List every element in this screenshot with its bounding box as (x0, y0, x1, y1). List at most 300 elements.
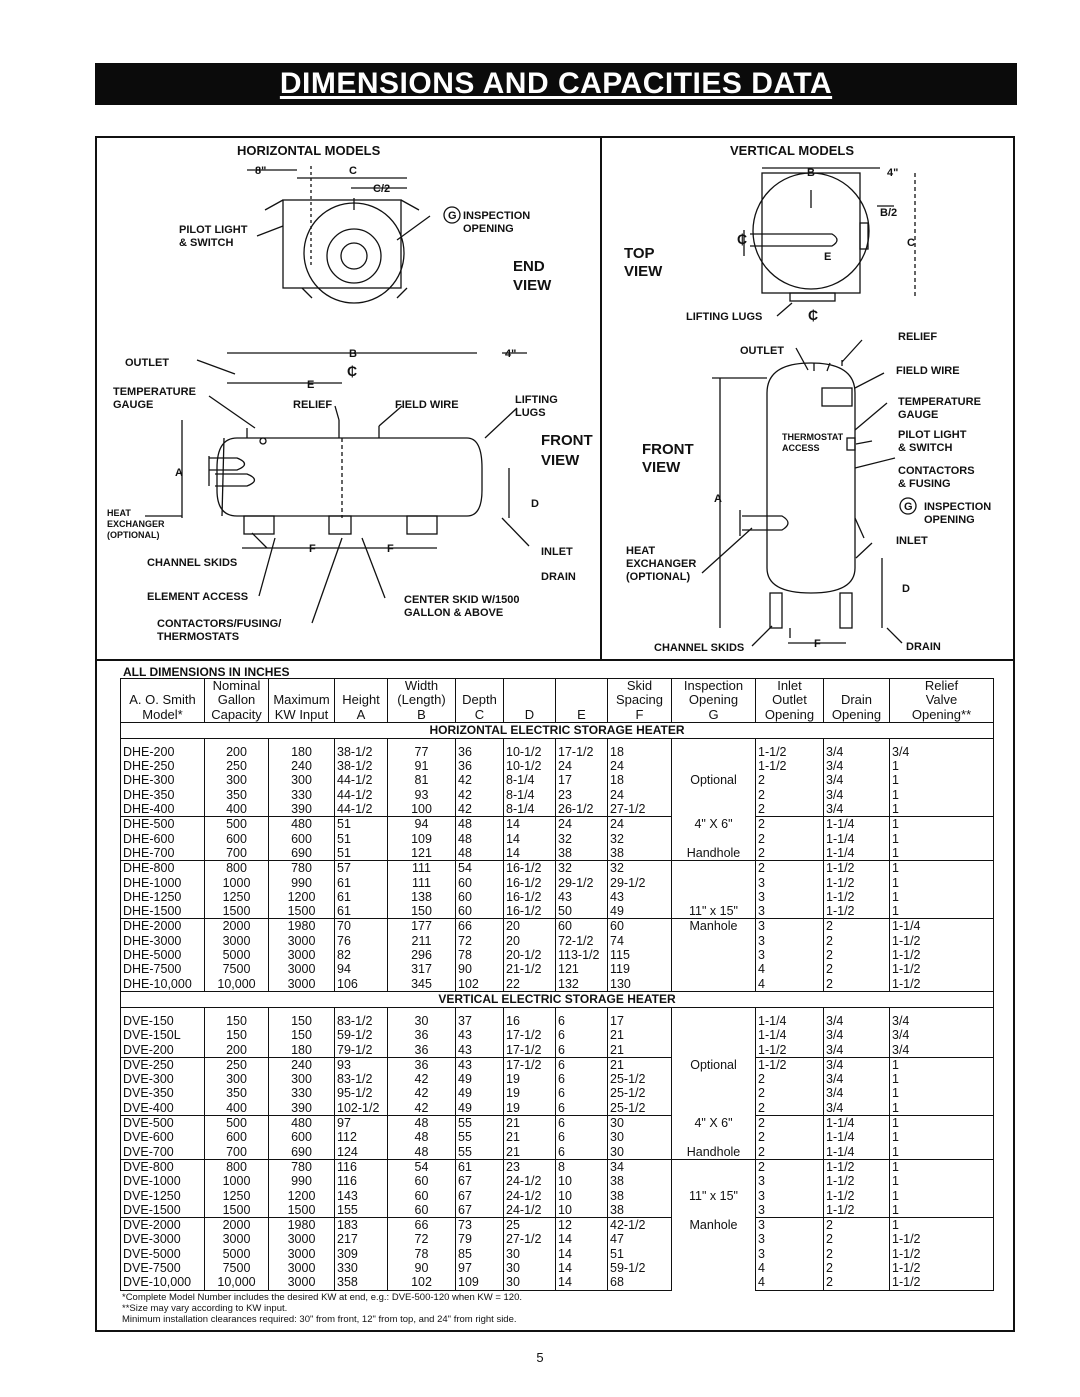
table-header-cell: Spacing (608, 693, 672, 707)
table-cell: DHE-7500 (121, 962, 205, 976)
table-header-cell: A (335, 708, 388, 723)
top-view-label-2: VIEW (624, 263, 663, 280)
table-row (121, 962, 994, 976)
table-cell: 3/4 (824, 1086, 890, 1100)
table-header-cell: Height (335, 693, 388, 707)
table-header-cell: Opening** (890, 708, 994, 723)
table-cell: 1-1/2 (890, 962, 994, 976)
table-cell: 26-1/2 (556, 802, 608, 817)
v-fusing-label: & FUSING (898, 478, 951, 490)
table-cell: 3 (756, 1232, 824, 1246)
table-cell: 3/4 (824, 759, 890, 773)
table-cell: 94 (388, 817, 456, 832)
table-cell: 480 (269, 817, 335, 832)
dim-label-f1: F (309, 543, 316, 555)
dim-label-4in: 4" (505, 348, 517, 360)
table-cell: DVE-400 (121, 1101, 205, 1116)
v-inspection-label: INSPECTION (924, 501, 992, 513)
table-cell: 1200 (269, 1189, 335, 1203)
table-cell (672, 876, 756, 890)
table-cell: 1-1/2 (824, 1159, 890, 1174)
table-cell: 690 (269, 846, 335, 861)
element-access-label: ELEMENT ACCESS (147, 591, 249, 603)
table-cell: 59-1/2 (335, 1028, 388, 1042)
lugs-label: LUGS (515, 407, 546, 419)
table-cell (672, 1014, 756, 1028)
table-cell: 1 (890, 1174, 994, 1188)
table-cell: 3000 (269, 948, 335, 962)
table-cell: 60 (608, 919, 672, 934)
table-cell: 3/4 (824, 745, 890, 759)
table-cell: 300 (269, 1072, 335, 1086)
table-section-title: VERTICAL ELECTRIC STORAGE HEATER (121, 991, 994, 1007)
table-cell: 91 (388, 759, 456, 773)
v-access-label: ACCESS (782, 443, 820, 453)
table-cell: 6 (556, 1057, 608, 1072)
table-row (121, 1028, 994, 1042)
table-cell: 38 (608, 846, 672, 861)
table-cell: 1 (890, 1159, 994, 1174)
table-cell: 51 (608, 1247, 672, 1261)
table-header-cell (504, 679, 556, 694)
table-cell: 309 (335, 1247, 388, 1261)
table-cell: 51 (335, 846, 388, 861)
table-cell: 77 (388, 745, 456, 759)
table-cell (672, 890, 756, 904)
table-cell: 32 (608, 861, 672, 876)
table-cell (672, 1159, 756, 1174)
table-cell: 2 (824, 1232, 890, 1246)
table-header-cell: Opening (824, 708, 890, 723)
table-row (121, 1232, 994, 1246)
horizontal-models-diagram (97, 138, 599, 658)
table-cell: 43 (456, 1057, 504, 1072)
table-cell: 4 (756, 1261, 824, 1275)
table-row (121, 846, 994, 861)
table-cell: 23 (504, 1159, 556, 1174)
table-cell: 21 (504, 1145, 556, 1160)
table-row (121, 745, 994, 759)
table-row (121, 876, 994, 890)
table-cell: 217 (335, 1232, 388, 1246)
vertical-models-diagram (602, 138, 1014, 658)
table-cell: 50 (556, 904, 608, 919)
dim-label-d: D (531, 498, 539, 510)
table-cell: DHE-400 (121, 802, 205, 817)
table-cell: DVE-700 (121, 1145, 205, 1160)
table-cell: DVE-150L (121, 1028, 205, 1042)
table-cell: 72 (388, 1232, 456, 1246)
exchanger-label: EXCHANGER (107, 519, 165, 529)
table-cell: 400 (205, 1101, 269, 1116)
table-cell: 5000 (205, 948, 269, 962)
table-cell (672, 1072, 756, 1086)
table-cell: 2 (756, 773, 824, 787)
table-cell: 24-1/2 (504, 1189, 556, 1203)
relief-label: RELIEF (293, 399, 333, 411)
table-cell: DHE-350 (121, 788, 205, 802)
table-cell: 24 (556, 759, 608, 773)
table-cell: 51 (335, 817, 388, 832)
table-cell: 18 (608, 773, 672, 787)
table-cell: 60 (388, 1189, 456, 1203)
table-cell: 350 (205, 1086, 269, 1100)
table-cell: 82 (335, 948, 388, 962)
table-cell: 18 (608, 745, 672, 759)
table-header-row (121, 708, 994, 723)
table-section-row (121, 722, 994, 738)
table-cell: 111 (388, 861, 456, 876)
v-front-view-label-2: VIEW (642, 459, 681, 476)
horizontal-models-heading: HORIZONTAL MODELS (237, 143, 381, 158)
table-cell (672, 861, 756, 876)
table-cell: 30 (608, 1145, 672, 1160)
v-drain-label: DRAIN (906, 641, 941, 653)
table-cell: 1 (890, 861, 994, 876)
table-cell: 115 (608, 948, 672, 962)
v-dim-label-d: D (902, 583, 910, 595)
table-cell (672, 788, 756, 802)
table-cell: 16 (504, 1014, 556, 1028)
table-cell: 7500 (205, 1261, 269, 1275)
table-cell: 3000 (269, 1232, 335, 1246)
table-row (121, 1218, 994, 1233)
table-cell: 83-1/2 (335, 1072, 388, 1086)
table-cell: 36 (456, 759, 504, 773)
table-cell: DHE-500 (121, 817, 205, 832)
table-cell (672, 745, 756, 759)
table-cell: 38 (608, 1189, 672, 1203)
table-cell: 3/4 (824, 1028, 890, 1042)
table-row (121, 1130, 994, 1144)
table-cell: 8-1/4 (504, 802, 556, 817)
table-cell: 30 (504, 1275, 556, 1290)
table-cell: 60 (456, 876, 504, 890)
table-cell: 780 (269, 1159, 335, 1174)
table-cell: 17 (608, 1014, 672, 1028)
table-cell: 1500 (269, 904, 335, 919)
pilot-light-label: PILOT LIGHT (179, 224, 248, 236)
table-cell: 2 (824, 1261, 890, 1275)
table-cell: 1-1/2 (756, 1057, 824, 1072)
table-cell: 60 (388, 1174, 456, 1188)
table-cell: 30 (388, 1014, 456, 1028)
table-cell: 2 (824, 1247, 890, 1261)
table-cell: 102 (388, 1275, 456, 1290)
table-cell: 16-1/2 (504, 890, 556, 904)
table-cell: 2 (756, 846, 824, 861)
table-cell: 30 (608, 1116, 672, 1131)
dim-label-f2: F (387, 543, 394, 555)
table-cell: 19 (504, 1086, 556, 1100)
table-cell: 1 (890, 1086, 994, 1100)
table-cell: 70 (335, 919, 388, 934)
table-cell: 1250 (205, 1189, 269, 1203)
table-cell: 24 (556, 817, 608, 832)
table-cell: 60 (456, 904, 504, 919)
table-header-cell: Skid (608, 679, 672, 694)
table-cell: 2 (756, 1101, 824, 1116)
table-cell: 60 (456, 890, 504, 904)
table-cell: 14 (504, 817, 556, 832)
table-cell: 1-1/2 (824, 876, 890, 890)
table-cell: 3 (756, 1218, 824, 1233)
table-cell: 59-1/2 (608, 1261, 672, 1275)
table-cell: 177 (388, 919, 456, 934)
table-cell: 4" X 6" (672, 817, 756, 832)
table-cell: 1-1/2 (824, 1203, 890, 1218)
table-cell: 4" X 6" (672, 1116, 756, 1131)
table-cell (672, 1028, 756, 1042)
table-cell: 3 (756, 1247, 824, 1261)
v-dim-label-f: F (814, 638, 821, 650)
table-cell: 1500 (269, 1203, 335, 1218)
table-cell: 60 (556, 919, 608, 934)
table-cell: 1000 (205, 1174, 269, 1188)
table-cell: 2 (824, 977, 890, 992)
table-cell: 358 (335, 1275, 388, 1290)
table-cell: 14 (504, 846, 556, 861)
table-cell: 95-1/2 (335, 1086, 388, 1100)
table-row (121, 1014, 994, 1028)
table-cell: 102 (456, 977, 504, 992)
field-wire-label: FIELD WIRE (395, 399, 459, 411)
table-header-cell (269, 679, 335, 694)
table-row (121, 904, 994, 919)
table-cell: 180 (269, 745, 335, 759)
table-cell: 109 (388, 832, 456, 846)
table-cell: 690 (269, 1145, 335, 1160)
table-cell: 42 (456, 773, 504, 787)
table-cell: 24-1/2 (504, 1203, 556, 1218)
table-cell: 150 (205, 1028, 269, 1042)
table-cell: 8-1/4 (504, 773, 556, 787)
thermostats-label: THERMOSTATS (157, 631, 240, 643)
table-cell: 1980 (269, 1218, 335, 1233)
table-cell: DHE-600 (121, 832, 205, 846)
v-thermostat-label: THERMOSTAT (782, 432, 844, 442)
heat-label: HEAT (107, 508, 131, 518)
table-cell: 76 (335, 934, 388, 948)
v-inlet-label: INLET (896, 535, 928, 547)
table-cell: 42 (456, 788, 504, 802)
table-cell: 390 (269, 802, 335, 817)
table-cell: 700 (205, 1145, 269, 1160)
table-header-cell (456, 679, 504, 694)
table-cell: 1-1/2 (890, 1261, 994, 1275)
table-header-cell: Gallon (205, 693, 269, 707)
table-cell: 20-1/2 (504, 948, 556, 962)
table-cell: 6 (556, 1145, 608, 1160)
table-row (121, 919, 994, 934)
table-cell: 3 (756, 948, 824, 962)
table-header-cell: Depth (456, 693, 504, 707)
table-cell: 90 (456, 962, 504, 976)
table-cell: DVE-10,000 (121, 1275, 205, 1290)
table-cell: 1-1/2 (756, 1043, 824, 1058)
v-g-marker: G (904, 501, 913, 513)
table-header-cell: Inspection (672, 679, 756, 694)
table-cell: 2000 (205, 919, 269, 934)
table-cell: 17-1/2 (504, 1057, 556, 1072)
center-skid-label: CENTER SKID W/1500 (404, 594, 520, 606)
table-row (121, 1043, 994, 1058)
table-cell: 24 (608, 788, 672, 802)
lifting-label: LIFTING (515, 394, 558, 406)
table-cell: 296 (388, 948, 456, 962)
table-cell: 79 (456, 1232, 504, 1246)
page-number: 5 (536, 1350, 544, 1365)
table-cell: DVE-3000 (121, 1232, 205, 1246)
v-heat-label: HEAT (626, 545, 656, 557)
table-section-row (121, 991, 994, 1007)
table-cell: Manhole (672, 919, 756, 934)
table-header-cell: Outlet (756, 693, 824, 707)
table-row (121, 1247, 994, 1261)
v-contactors-label: CONTACTORS (898, 465, 975, 477)
table-cell: 300 (269, 773, 335, 787)
table-cell: 16-1/2 (504, 904, 556, 919)
table-cell: 3 (756, 1203, 824, 1218)
table-cell: 55 (456, 1130, 504, 1144)
table-cell: 10 (556, 1174, 608, 1188)
table-cell: 1 (890, 890, 994, 904)
table-header-cell (335, 679, 388, 694)
v-channel-skids-label: CHANNEL SKIDS (654, 642, 745, 654)
dim-label-b: B (349, 348, 357, 360)
table-cell: 73 (456, 1218, 504, 1233)
table-cell: 8-1/4 (504, 788, 556, 802)
inspection-label: INSPECTION (463, 210, 531, 222)
table-cell: 3/4 (824, 788, 890, 802)
table-cell: 85 (456, 1247, 504, 1261)
table-cell: 2 (756, 861, 824, 876)
table-cell: Handhole (672, 1145, 756, 1160)
v-gauge-label: GAUGE (898, 409, 939, 421)
table-cell: 30 (504, 1261, 556, 1275)
table-cell: 240 (269, 1057, 335, 1072)
table-cell: 42 (388, 1086, 456, 1100)
table-cell (672, 802, 756, 817)
table-cell: 6 (556, 1086, 608, 1100)
table-cell: 1-1/4 (890, 919, 994, 934)
vertical-models-heading: VERTICAL MODELS (730, 143, 854, 158)
table-row (121, 1086, 994, 1100)
table-cell: 124 (335, 1145, 388, 1160)
table-header-row (121, 679, 994, 694)
table-cell: 109 (456, 1275, 504, 1290)
table-cell: 211 (388, 934, 456, 948)
table-row (121, 1116, 994, 1131)
table-header-cell: (Length) (388, 693, 456, 707)
table-cell: 250 (205, 759, 269, 773)
table-cell: DVE-7500 (121, 1261, 205, 1275)
table-cell: 42 (388, 1101, 456, 1116)
v-centerline-marker-1: ₵ (737, 231, 748, 247)
front-view-label-1: FRONT (541, 432, 593, 449)
table-cell: 48 (456, 832, 504, 846)
table-cell: 1200 (269, 890, 335, 904)
table-cell: 42 (388, 1072, 456, 1086)
table-cell: 300 (205, 773, 269, 787)
dimensions-table (120, 678, 994, 1291)
table-cell: 1 (890, 1072, 994, 1086)
table-cell: 240 (269, 759, 335, 773)
table-cell: 10-1/2 (504, 745, 556, 759)
table-cell: 138 (388, 890, 456, 904)
table-header-cell: KW Input (269, 708, 335, 723)
table-cell: 1 (890, 1203, 994, 1218)
table-cell: 17-1/2 (504, 1028, 556, 1042)
table-cell: 1000 (205, 876, 269, 890)
table-header-cell (121, 679, 205, 694)
table-row (121, 817, 994, 832)
table-cell: 3/4 (890, 1028, 994, 1042)
table-cell: DVE-2000 (121, 1218, 205, 1233)
table-cell: 2 (756, 802, 824, 817)
table-cell (672, 1203, 756, 1218)
table-row (121, 1261, 994, 1275)
table-cell: 97 (335, 1116, 388, 1131)
table-header-cell: A. O. Smith (121, 693, 205, 707)
table-cell: 2 (824, 934, 890, 948)
table-header-cell (504, 693, 556, 707)
table-cell: DVE-150 (121, 1014, 205, 1028)
v-dim-label-a: A (714, 493, 722, 505)
table-cell: 79-1/2 (335, 1043, 388, 1058)
table-cell: 25-1/2 (608, 1101, 672, 1116)
table-cell: 83-1/2 (335, 1014, 388, 1028)
table-cell: 55 (456, 1116, 504, 1131)
table-cell: 42-1/2 (608, 1218, 672, 1233)
v-opening-label: OPENING (924, 514, 975, 526)
table-row (121, 1145, 994, 1160)
table-cell: 10,000 (205, 977, 269, 992)
table-cell: 2000 (205, 1218, 269, 1233)
table-cell: 150 (269, 1028, 335, 1042)
table-cell (672, 832, 756, 846)
table-cell: 116 (335, 1174, 388, 1188)
page-title: DIMENSIONS AND CAPACITIES DATA (279, 67, 833, 100)
table-cell: 25 (504, 1218, 556, 1233)
contactors-label: CONTACTORS/FUSING/ (157, 618, 282, 630)
table-cell: 20 (504, 919, 556, 934)
table-cell: 17 (556, 773, 608, 787)
table-cell: 72 (456, 934, 504, 948)
table-cell: 250 (205, 1057, 269, 1072)
table-row (121, 977, 994, 992)
table-cell: 2 (756, 1086, 824, 1100)
table-cell: 116 (335, 1159, 388, 1174)
table-cell: 1 (890, 773, 994, 787)
table-cell: 1-1/2 (824, 904, 890, 919)
table-cell: 60 (388, 1203, 456, 1218)
table-cell: 8 (556, 1159, 608, 1174)
table-cell (672, 962, 756, 976)
table-header-cell: Opening (672, 693, 756, 707)
table-cell: 14 (556, 1275, 608, 1290)
table-cell: 1-1/2 (890, 1232, 994, 1246)
table-cell: 24 (608, 759, 672, 773)
table-cell: 38 (608, 1203, 672, 1218)
table-cell: 3000 (269, 1247, 335, 1261)
table-cell (672, 1174, 756, 1188)
table-cell: 500 (205, 817, 269, 832)
table-cell: DVE-500 (121, 1116, 205, 1131)
table-cell: DVE-5000 (121, 1247, 205, 1261)
table-cell: 6 (556, 1014, 608, 1028)
table-cell: 390 (269, 1101, 335, 1116)
